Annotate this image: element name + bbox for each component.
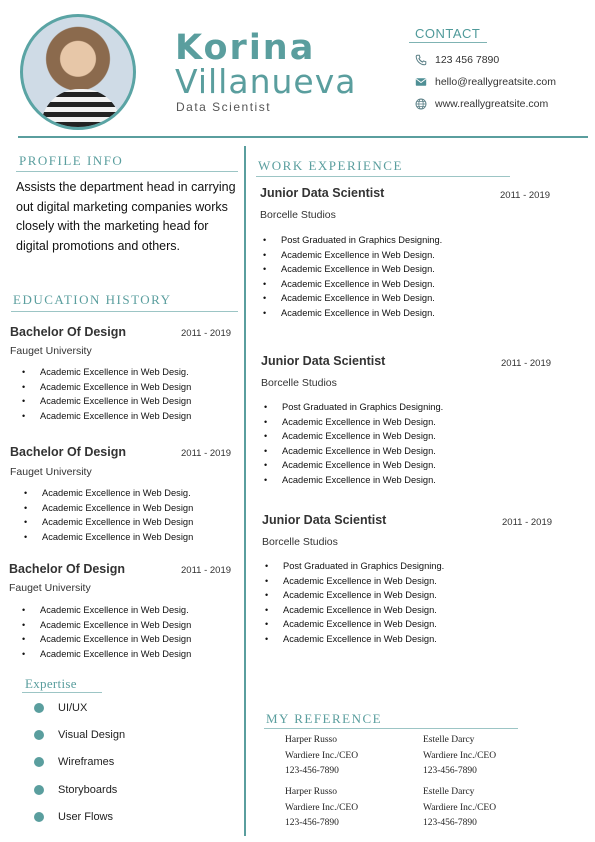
education-bullets bbox=[40, 603, 191, 661]
list-item: • Academic Excellence in Web Design bbox=[42, 501, 193, 516]
reference-name: Harper Russo bbox=[285, 735, 337, 745]
contact-phone[interactable]: 123 456 7890 bbox=[435, 54, 500, 66]
reference-company: Wardiere Inc./CEO bbox=[423, 750, 497, 761]
profile-rule bbox=[16, 171, 238, 172]
work-years: 2011 - 2019 bbox=[501, 358, 552, 369]
work-years: 2011 - 2019 bbox=[500, 190, 551, 201]
reference-card bbox=[423, 733, 496, 780]
work-position: Junior Data Scientist bbox=[260, 186, 385, 200]
list-item: • Academic Excellence in Web Desig. bbox=[40, 603, 191, 618]
reference-phone: 123-456-7890 bbox=[423, 818, 477, 828]
header-divider bbox=[18, 136, 588, 138]
list-item: • Academic Excellence in Web Design. bbox=[281, 248, 442, 263]
profile-section-title: PROFILE INFO bbox=[19, 153, 124, 168]
list-item: • Academic Excellence in Web Design bbox=[42, 515, 193, 530]
list-item: • Academic Excellence in Web Design. bbox=[281, 306, 442, 321]
expertise-item bbox=[34, 811, 113, 823]
column-divider bbox=[244, 146, 246, 836]
education-rule bbox=[11, 311, 238, 312]
work-rule bbox=[256, 176, 510, 177]
expertise-item bbox=[34, 702, 87, 714]
list-item: • Academic Excellence in Web Design bbox=[40, 618, 191, 633]
education-years: 2011 - 2019 bbox=[181, 448, 232, 459]
list-item: • Academic Excellence in Web Design. bbox=[282, 473, 443, 488]
reference-card bbox=[423, 785, 496, 832]
education-years: 2011 - 2019 bbox=[181, 565, 232, 576]
reference-section-title: MY REFERENCE bbox=[266, 711, 383, 726]
list-item: • Academic Excellence in Web Design. bbox=[282, 444, 443, 459]
work-position: Junior Data Scientist bbox=[262, 513, 387, 527]
work-bullets bbox=[283, 559, 444, 647]
bullet-dot-icon bbox=[34, 757, 44, 767]
list-item: • Academic Excellence in Web Desig. bbox=[42, 486, 193, 501]
education-years: 2011 - 2019 bbox=[181, 328, 232, 339]
list-item: • Post Graduated in Graphics Designing. bbox=[283, 559, 444, 574]
work-bullets bbox=[281, 233, 442, 321]
work-position: Junior Data Scientist bbox=[261, 354, 386, 368]
last-name: Villanueva bbox=[175, 62, 357, 101]
education-school: Fauget University bbox=[10, 345, 92, 357]
first-name: Korina bbox=[175, 28, 316, 68]
list-item: • Academic Excellence in Web Design bbox=[40, 632, 191, 647]
education-school: Fauget University bbox=[10, 466, 92, 478]
list-item: • Academic Excellence in Web Design bbox=[40, 647, 191, 662]
list-item: • Academic Excellence in Web Desig. bbox=[40, 365, 191, 380]
list-item: • Academic Excellence in Web Design. bbox=[283, 603, 444, 618]
list-item: • Academic Excellence in Web Design bbox=[40, 394, 191, 409]
work-years: 2011 - 2019 bbox=[502, 517, 553, 528]
list-item: • Academic Excellence in Web Design. bbox=[283, 632, 444, 647]
contact-website-row bbox=[415, 98, 548, 110]
list-item: • Academic Excellence in Web Design. bbox=[282, 429, 443, 444]
list-item: • Academic Excellence in Web Design. bbox=[281, 277, 442, 292]
list-item: • Academic Excellence in Web Design. bbox=[281, 262, 442, 277]
reference-company: Wardiere Inc./CEO bbox=[285, 802, 359, 813]
reference-name: Estelle Darcy bbox=[423, 787, 475, 797]
expertise-item bbox=[34, 729, 125, 741]
list-item: • Academic Excellence in Web Design. bbox=[283, 617, 444, 632]
bullet-dot-icon bbox=[34, 730, 44, 740]
reference-phone: 123-456-7890 bbox=[285, 818, 339, 828]
contact-email-row bbox=[415, 76, 556, 88]
work-company: Borcelle Studios bbox=[262, 536, 338, 548]
reference-company: Wardiere Inc./CEO bbox=[285, 750, 359, 761]
education-school: Fauget University bbox=[9, 582, 91, 594]
bullet-dot-icon bbox=[34, 703, 44, 713]
list-item: • Academic Excellence in Web Design bbox=[40, 409, 191, 424]
expertise-section-title: Expertise bbox=[25, 676, 77, 691]
profile-photo bbox=[20, 14, 136, 130]
reference-rule bbox=[264, 728, 518, 729]
contact-title: CONTACT bbox=[415, 26, 481, 41]
education-bullets bbox=[40, 365, 191, 423]
profile-text: Assists the department head in carrying out digital marketing companies works closely with the marketing head for digital promotions and others. bbox=[16, 180, 236, 253]
reference-name: Estelle Darcy bbox=[423, 735, 475, 745]
reference-card bbox=[285, 733, 358, 780]
expertise-label: UI/UX bbox=[58, 702, 88, 714]
work-section-title: WORK EXPERIENCE bbox=[258, 158, 403, 173]
list-item: • Post Graduated in Graphics Designing. bbox=[281, 233, 442, 248]
list-item: • Academic Excellence in Web Design. bbox=[281, 291, 442, 306]
reference-card bbox=[285, 785, 358, 832]
reference-company: Wardiere Inc./CEO bbox=[423, 802, 497, 813]
expertise-label: Wireframes bbox=[58, 756, 115, 768]
reference-phone: 123-456-7890 bbox=[423, 766, 477, 776]
globe-icon bbox=[415, 98, 427, 110]
reference-name: Harper Russo bbox=[285, 787, 337, 797]
work-bullets bbox=[282, 400, 443, 488]
list-item: • Academic Excellence in Web Design bbox=[40, 380, 191, 395]
expertise-label: User Flows bbox=[58, 811, 114, 823]
list-item: • Academic Excellence in Web Design. bbox=[282, 415, 443, 430]
education-degree: Bachelor Of Design bbox=[10, 325, 126, 339]
list-item: • Academic Excellence in Web Design bbox=[42, 530, 193, 545]
email-icon bbox=[415, 76, 427, 88]
education-degree: Bachelor Of Design bbox=[9, 562, 125, 576]
contact-divider bbox=[409, 42, 487, 43]
bullet-dot-icon bbox=[34, 785, 44, 795]
expertise-label: Visual Design bbox=[58, 729, 126, 741]
contact-email[interactable]: hello@reallygreatsite.com bbox=[435, 76, 556, 88]
contact-website[interactable]: www.reallygreatsite.com bbox=[435, 98, 549, 110]
list-item: • Academic Excellence in Web Design. bbox=[283, 588, 444, 603]
work-company: Borcelle Studios bbox=[261, 377, 337, 389]
list-item: • Academic Excellence in Web Design. bbox=[282, 458, 443, 473]
education-section-title: EDUCATION HISTORY bbox=[13, 292, 172, 307]
education-degree: Bachelor Of Design bbox=[10, 445, 126, 459]
contact-phone-row bbox=[415, 54, 499, 66]
list-item: • Post Graduated in Graphics Designing. bbox=[282, 400, 443, 415]
expertise-label: Storyboards bbox=[58, 784, 118, 796]
reference-phone: 123-456-7890 bbox=[285, 766, 339, 776]
expertise-item bbox=[34, 756, 114, 768]
expertise-rule bbox=[22, 692, 102, 693]
expertise-item bbox=[34, 784, 117, 796]
list-item: • Academic Excellence in Web Design. bbox=[283, 574, 444, 589]
phone-icon bbox=[415, 54, 427, 66]
work-company: Borcelle Studios bbox=[260, 209, 336, 221]
education-bullets bbox=[42, 486, 193, 544]
job-title: Data Scientist bbox=[176, 100, 272, 114]
bullet-dot-icon bbox=[34, 812, 44, 822]
